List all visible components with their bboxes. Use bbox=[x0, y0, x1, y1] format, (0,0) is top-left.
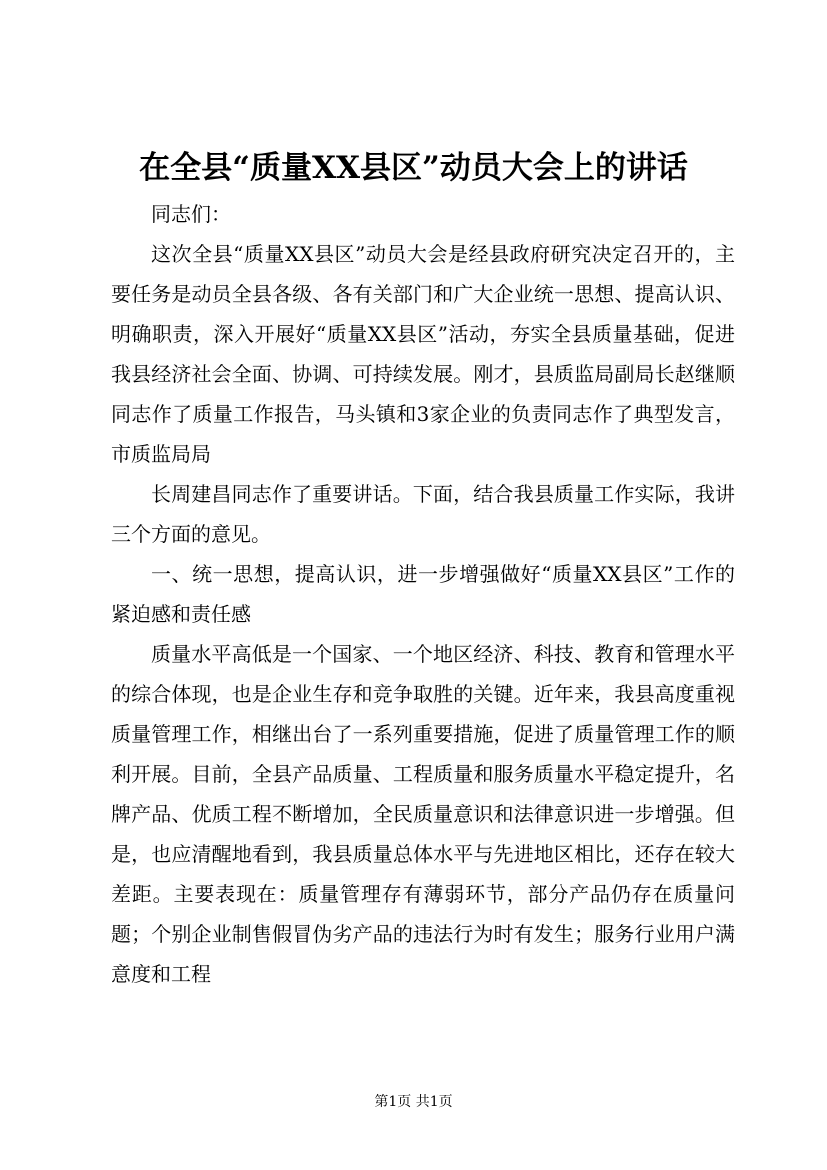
intro-paragraph: 这次全县“质量XX县区”动员大会是经县政府研究决定召开的，主要任务是动员全县各级、各有关部门和广大企业统一思想、提高认识、明确职责，深入开展好“质量XX县区”活动，夯实全县质量基础，促进我县经济社会全面、协调、可持续发展。刚才，县质监局副局长赵继顺同志作了质量工作报告，马头镇和3家企业的负责同志作了典型发言，市质监局局 bbox=[111, 242, 735, 466]
intro-continued-paragraph: 长周建昌同志作了重要讲话。下面，结合我县质量工作实际，我讲三个方面的意见。 bbox=[111, 482, 735, 546]
document-body bbox=[111, 194, 735, 994]
salutation-paragraph: 同志们： bbox=[151, 202, 231, 226]
section-heading-1: 一、统一思想，提高认识，进一步增强做好“质量XX县区”工作的紧迫感和责任感 bbox=[111, 562, 735, 626]
section-1-paragraph: 质量水平高低是一个国家、一个地区经济、科技、教育和管理水平的综合体现，也是企业生存和竞争取胜的关键。近年来，我县高度重视质量管理工作，相继出台了一系列重要措施，促进了质量管理工作的顺利开展。目前，全县产品质量、工程质量和服务质量水平稳定提升，名牌产品、优质工程不断增加，全民质量意识和法律意识进一步增强。但是，也应清醒地看到，我县质量总体水平与先进地区相比，还存在较大差距。主要表现在：质量管理存有薄弱环节，部分产品仍存在质量问题；个别企业制售假冒伪劣产品的违法行为时有发生；服务行业用户满意度和工程 bbox=[111, 642, 735, 986]
page-footer: 第1页 共1页 bbox=[374, 1094, 453, 1110]
document-title: 在全县“质量XX县区”动员大会上的讲话 bbox=[139, 150, 688, 186]
